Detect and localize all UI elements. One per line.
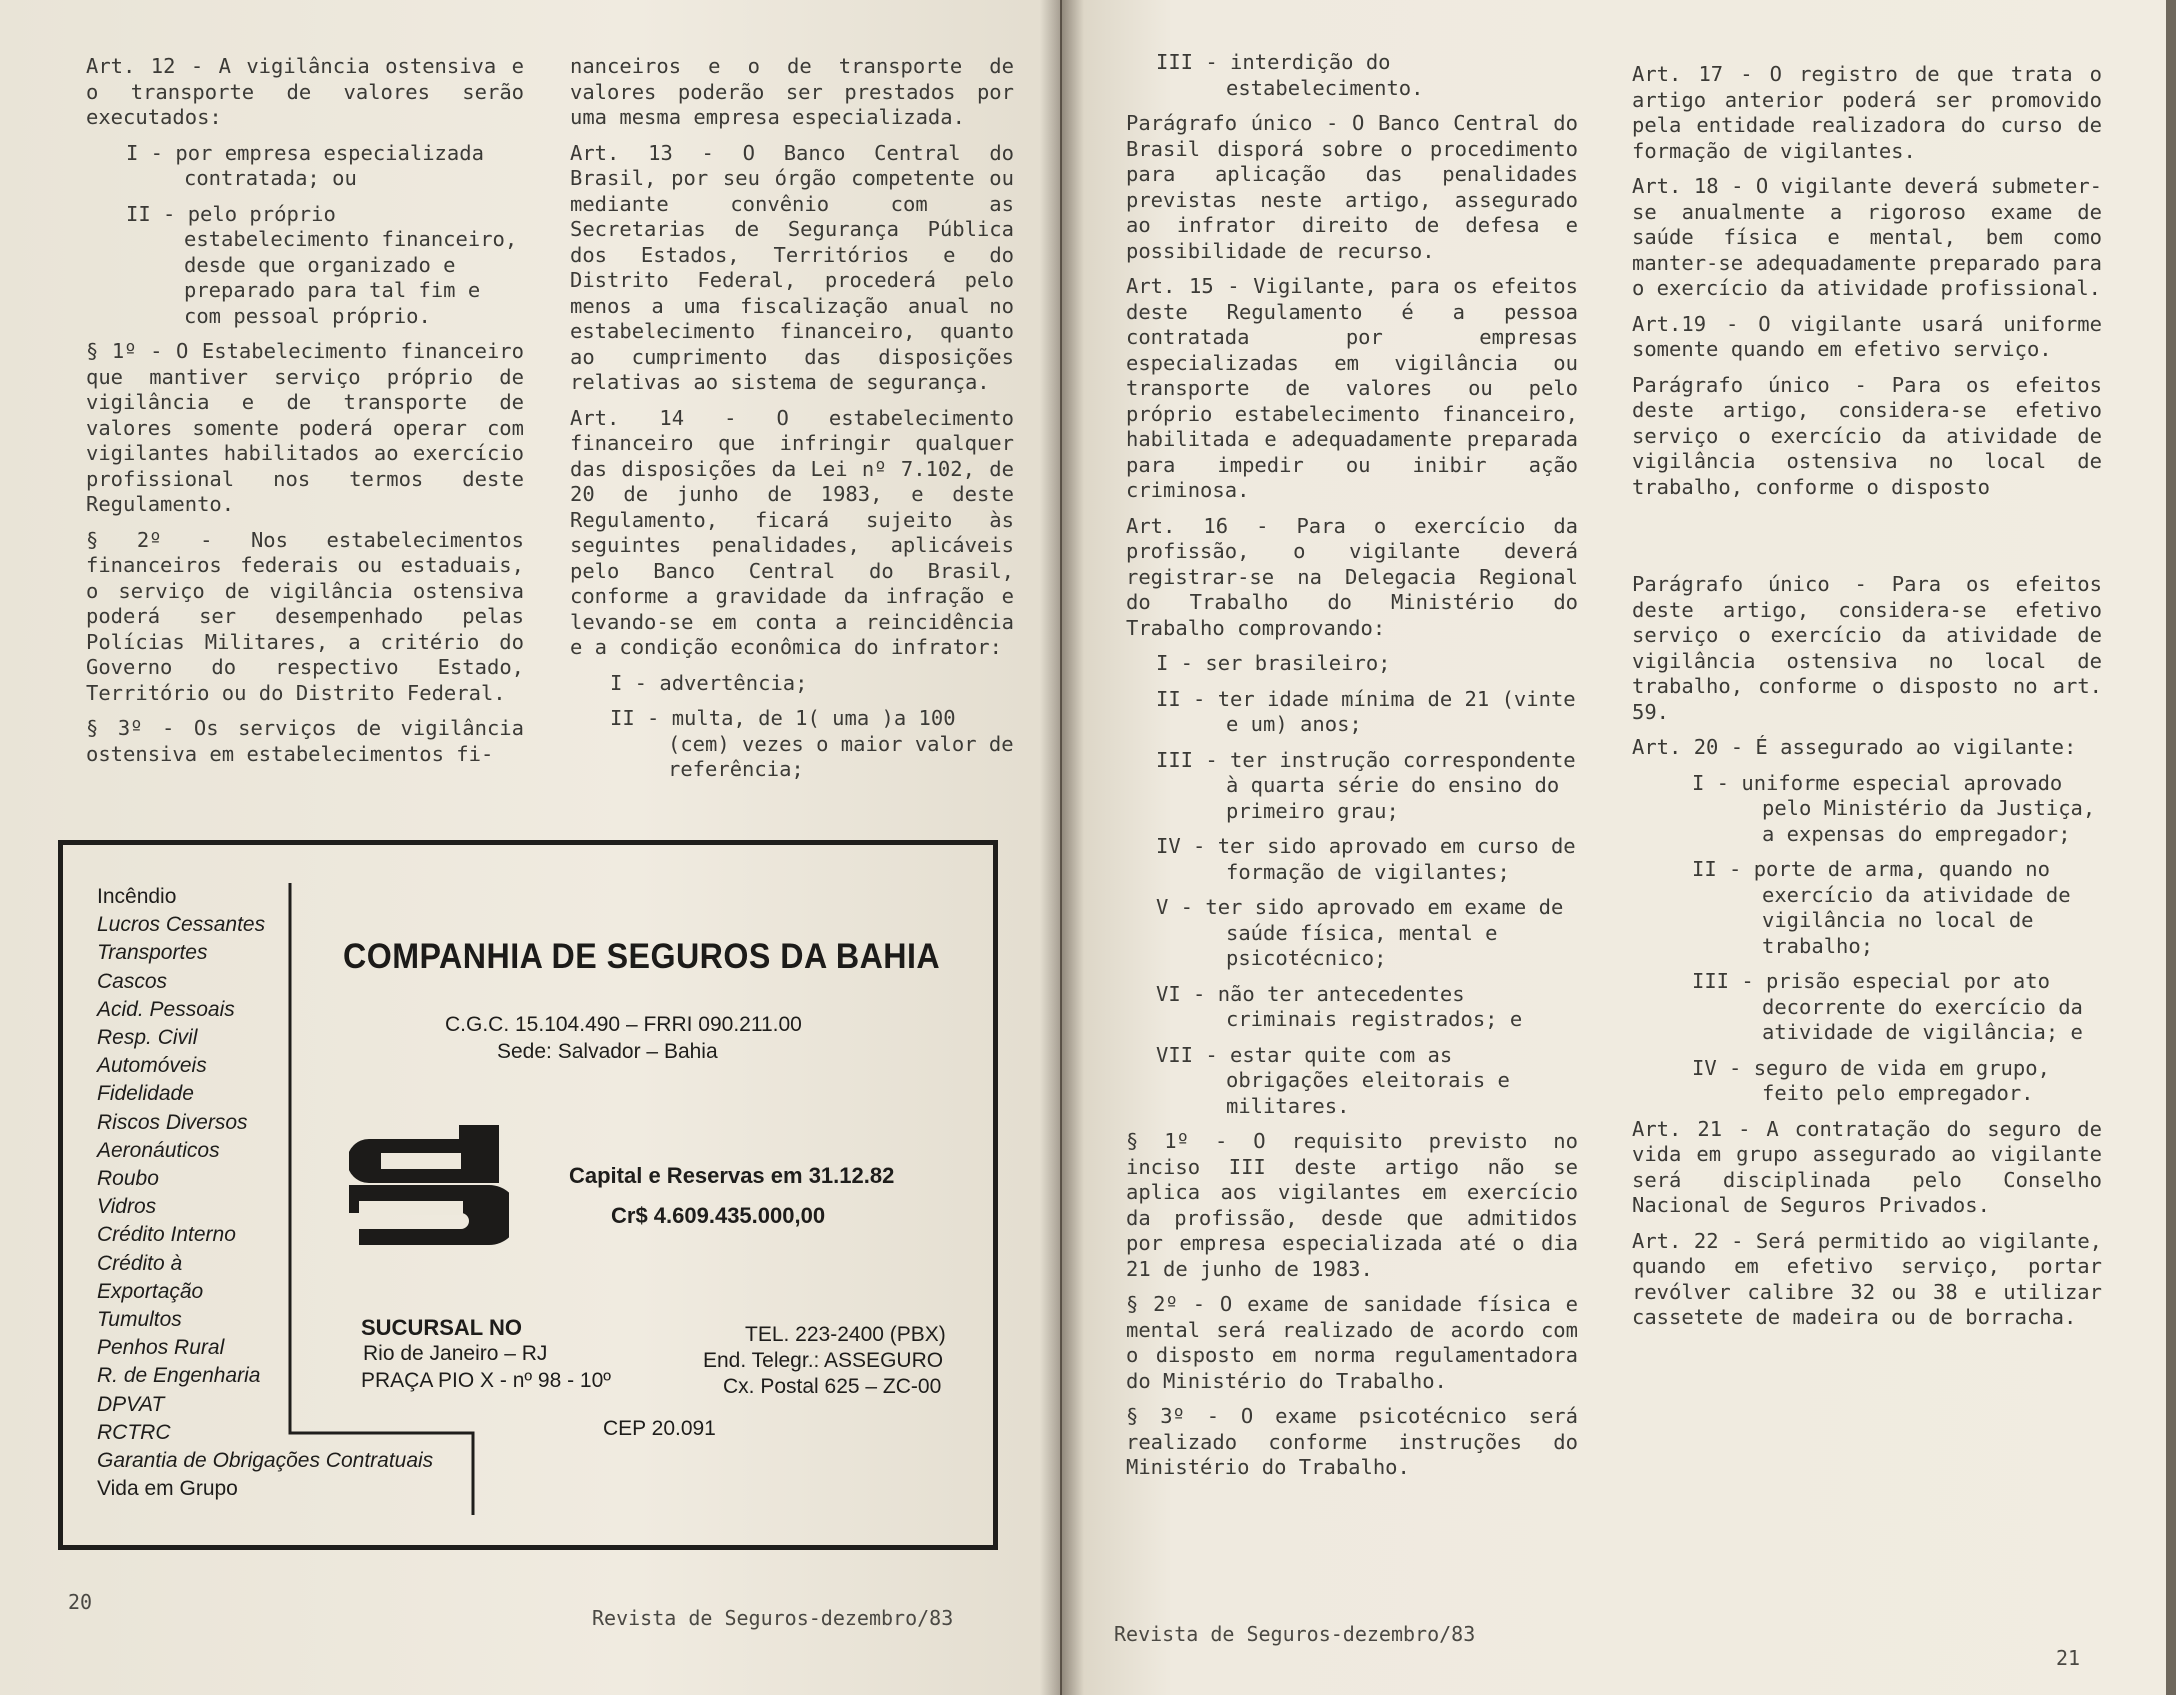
article-20-item-ii: II - porte de arma, quando no exercício da atividade de vigilância no local de trabalho; [1692,857,2071,958]
article-19: Art.19 - O vigilante usará uniforme somente quando em efetivo serviço. [1632,311,2102,361]
coverage-item: Acid. Pessoais [97,997,235,1021]
article-12-continuation: nanceiros e o de transporte de valores poderão ser prestados por uma mesma empresa especializada. [570,54,1014,129]
branch-postal-box: Cx. Postal 625 – ZC-00 [723,1375,942,1398]
company-name: COMPANHIA DE SEGUROS DA BAHIA [343,937,941,976]
coverage-item: Lucros Cessantes [97,913,266,937]
branch-telegram: End. Telegr.: ASSEGURO [703,1349,944,1372]
coverage-item: Transportes [97,941,208,965]
branch-cep: CEP 20.091 [603,1417,716,1440]
article-22: Art. 22 - Será permitido ao vigilante, quando em efetivo serviço, portar revólver calibre 32 ou 38 e utilizar cassetete de madeira ou de borracha. [1632,1228,2102,1329]
article-16-item-i: I - ser brasileiro; [1156,651,1391,675]
coverage-item: Penhos Rural [97,1336,225,1360]
article-12-item-i: I - por empresa especializada contratada; ou [126,140,484,190]
article-16-paragraph-2: § 2º - O exame de sanidade física e mental será realizado de acordo com o disposto em norma regulamentadora do Ministério do Trabalho. [1126,1292,1578,1393]
left-page-footer: Revista de Seguros-dezembro/83 [592,1606,954,1630]
coverage-item: Resp. Civil [97,1026,198,1050]
article-16: Art. 16 - Para o exercício da profissão, o vigilante deverá registrar-se na Delegacia Regional do Trabalho do Ministério do Trabalho comprovando: [1126,513,1578,640]
article-13: Art. 13 - O Banco Central do Brasil, por seu órgão competente ou mediante convênio com as Secretarias de Segurança Pública dos Estados, Territórios e do Distrito Federal, procederá pelo menos a uma fiscalização anual no estabelecimento financeiro, quanto ao cumprimento das disposições relativas ao sistema de segurança. [570,140,1014,394]
company-sede: Sede: Salvador – Bahia [497,1040,718,1063]
branch-city: Rio de Janeiro – RJ [363,1342,548,1365]
coverage-item: Vida em Grupo [97,1477,238,1501]
capital-label: Capital e Reservas em 31.12.82 [569,1163,895,1188]
insurance-advertisement [58,840,998,1550]
right-page-footer: Revista de Seguros-dezembro/83 [1114,1622,1476,1646]
article-16-item-v: V - ter sido aprovado em exame de saúde física, mental e psicotécnico; [1156,895,1564,970]
coverage-item: R. de Engenharia [97,1364,261,1388]
article-19-sole-paragraph-draft: Parágrafo único - Para os efeitos deste artigo, considera-se efetivo serviço o exercício da atividade de vigilância ostensiva no local de trabalho, conforme o disposto [1632,372,2102,499]
coverage-item: Vidros [97,1195,157,1219]
article-12-item-ii: II - pelo próprio estabelecimento financeiro, desde que organizado e preparado para tal fim e com pessoal próprio. [126,201,518,328]
article-12: Art. 12 - A vigilância ostensiva e o transporte de valores serão executados: [86,54,524,129]
coverage-item: Aeronáuticos [97,1138,220,1162]
article-20-item-i: I - uniforme especial aprovado pelo Ministério da Justiça, a expensas do empregador; [1692,770,2096,846]
coverage-item: Exportação [97,1279,204,1303]
article-14-item-iii: III - interdição do estabelecimento. [1156,50,1424,100]
article-21: Art. 21 - A contratação do seguro de vida em grupo assegurado ao vigilante será disciplinada pelo Conselho Nacional de Seguros Privados. [1632,1116,2102,1217]
article-20-item-iv: IV - seguro de vida em grupo, feito pelo empregador. [1692,1055,2050,1105]
article-16-item-iv: IV - ter sido aprovado em curso de formação de vigilantes; [1156,834,1576,884]
article-18: Art. 18 - O vigilante deverá submeter-se anualmente a rigoroso exame de saúde física e mental, bem como manter-se adequadamente preparado para o exercício da atividade profissional. [1632,174,2102,300]
right-column-1 [1126,50,1578,1491]
coverage-item: Crédito Interno [97,1223,236,1247]
coverage-item: Incêndio [97,885,177,908]
right-page-number: 21 [2056,1646,2081,1670]
article-16-paragraph-3: § 3º - O exame psicotécnico será realizado conforme instruções do Ministério do Trabalho. [1126,1404,1578,1479]
capital-value: Cr$ 4.609.435.000,00 [611,1203,826,1228]
article-14-item-i: I - advertência; [610,670,808,695]
coverage-item: Roubo [97,1167,159,1191]
page-gutter [1040,0,1084,1695]
branch-label: SUCURSAL NO [361,1315,522,1340]
right-column-2 [1632,62,2102,1341]
article-12-paragraph-1: § 1º - O Estabelecimento financeiro que mantiver serviço próprio de vigilância e de transporte de valores somente poderá operar com vigilantes habilitados ao exercício profissional nos termos deste Regulamento. [86,339,524,516]
coverage-item: DPVAT [97,1392,165,1416]
coverage-item: Automóveis [97,1054,207,1078]
article-16-paragraph-1: § 1º - O requisito previsto no inciso III deste artigo não se aplica aos vigilantes em exercício da profissão, desde que admitidos por empresa especializada até o dia 21 de junho de 1983. [1126,1129,1578,1281]
coverage-item: Tumultos [97,1308,182,1332]
branch-phone: TEL. 223-2400 (PBX) [745,1323,946,1346]
company-cgc: C.G.C. 15.104.490 – FRRI 090.211.00 [445,1013,802,1036]
article-19-sole-paragraph: Parágrafo único - Para os efeitos deste artigo, considera-se efetivo serviço o exercício da atividade de vigilância ostensiva no local de trabalho, conforme o disposto no art. 59. [1632,572,2102,724]
coverage-item: Crédito à [97,1251,183,1275]
left-page-number: 20 [68,1590,93,1614]
coverage-item: Riscos Diversos [97,1110,248,1134]
article-16-item-iii: III - ter instrução correspondente à quarta série do ensino do primeiro grau; [1156,747,1576,823]
article-16-item-vi: VI - não ter antecedentes criminais registrados; e [1156,981,1523,1031]
coverage-item: Garantia de Obrigações Contratuais [97,1449,434,1473]
article-14-item-ii: II - multa, de 1( uma )a 100 (cem) vezes o maior valor de referência; [610,706,1014,781]
article-16-item-vii: VII - estar quite com as obrigações eleitorais e militares. [1156,1042,1510,1118]
branch-address: PRAÇA PIO X - nº 98 - 10º [361,1369,611,1392]
article-16-item-ii: II - ter idade mínima de 21 (vinte e um) anos; [1156,686,1576,736]
coverage-item: Fidelidade [97,1082,194,1106]
coverage-item: Cascos [97,969,168,993]
article-15: Art. 15 - Vigilante, para os efeitos deste Regulamento é a pessoa contratada por empresas especializadas em vigilância ou transporte de valores ou pelo próprio estabelecimento financeiro, habilitada e adequadamente preparada para impedir ou inibir ação criminosa. [1126,274,1578,502]
coverage-item: RCTRC [97,1420,171,1444]
article-20: Art. 20 - É assegurado ao vigilante: [1632,735,2077,759]
left-column-1 [86,54,524,777]
article-20-item-iii: III - prisão especial por ato decorrente do exercício da atividade de vigilância; e [1692,969,2083,1044]
article-17: Art. 17 - O registro de que trata o artigo anterior poderá ser promovido pela entidade realizadora do curso de formação de vigilantes. [1632,62,2102,163]
article-12-paragraph-3: § 3º - Os serviços de vigilância ostensiva em estabelecimentos fi- [86,716,524,766]
article-12-paragraph-2: § 2º - Nos estabelecimentos financeiros federais ou estaduais, o serviço de vigilância ostensiva poderá ser desempenhado pelas Polícias Militares, a critério do Governo do respectivo Estado, Território ou do Distrito Federal. [86,527,524,705]
article-14-sole-paragraph: Parágrafo único - O Banco Central do Brasil disporá sobre o procedimento para aplicação das penalidades previstas neste artigo, assegurado ao infrator direito de defesa e possibilidade de recurso. [1126,111,1578,263]
company-logo-icon [349,1125,509,1245]
left-column-2 [570,54,1014,793]
article-14: Art. 14 - O estabelecimento financeiro que infringir qualquer das disposições da Lei nº 7.102, de 20 de junho de 1983, e deste Regulamento, ficará sujeito às seguintes penalidades, aplicáveis pelo Banco Central do Brasil, conforme a gravidade da infração e levando-se em conta a reincidência e a condição econômica do infrator: [570,405,1014,659]
